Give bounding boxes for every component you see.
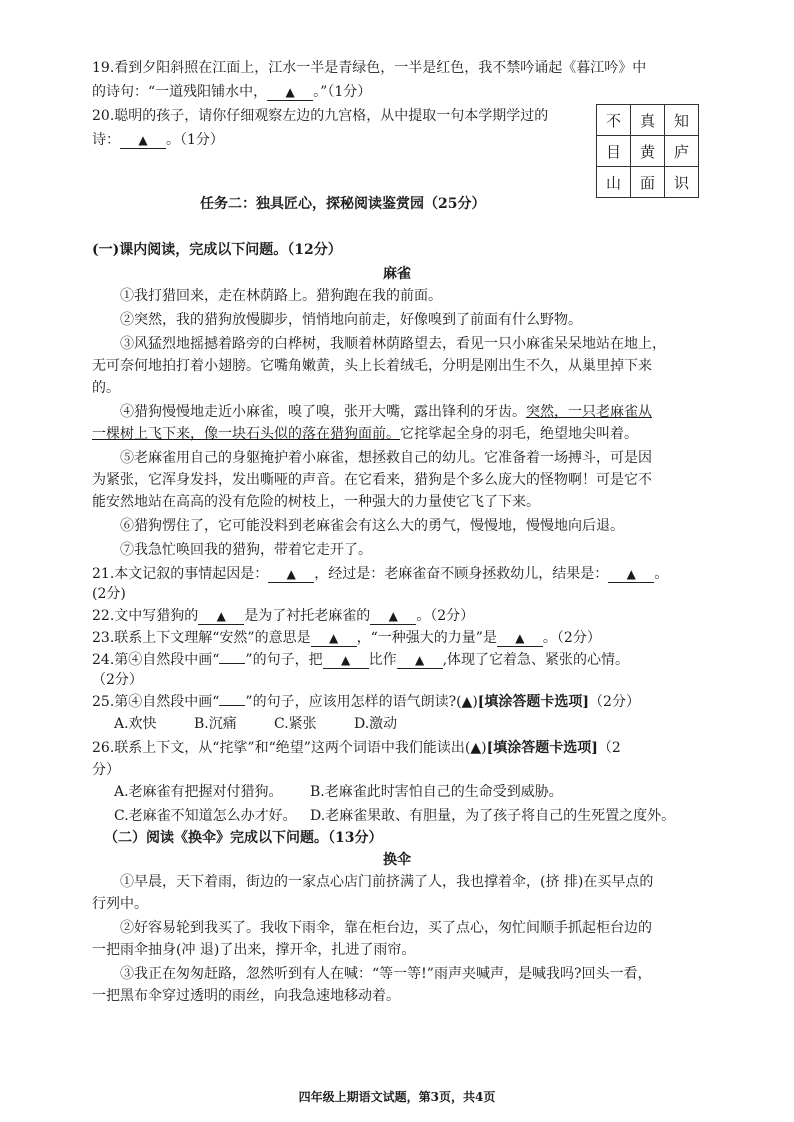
section2-heading: （二）阅读《换伞》完成以下问题。（13分） (104, 830, 383, 846)
grid-cell: 真 (631, 105, 665, 136)
grid-cell: 庐 (665, 136, 699, 167)
q21: 21.本文记叙的事情起因是： ▲ ，经过是：老麻雀奋不顾身拯救幼儿，结果是： ▲ 。 (92, 566, 669, 582)
option-b[interactable]: B.沉痛 (194, 716, 237, 732)
q21-score: (2分) (92, 586, 126, 602)
answer-blank[interactable]: ▲ (267, 84, 313, 101)
option-d[interactable]: D.老麻雀果敢、有胆量，为了孩子将自己的生死置之度外。 (310, 808, 676, 824)
answer-blank[interactable]: ▲ (497, 630, 543, 647)
p1-para: ⑥猎狗愣住了，它可能没料到老麻雀会有这么大的勇气，慢慢地，慢慢地向后退。 (120, 518, 624, 534)
grid-cell: 黄 (631, 136, 665, 167)
q20-line1: 20.聪明的孩子，请你仔细观察左边的九宫格，从中提取一句本学期学过的 (92, 108, 549, 124)
p2-para: 一把黑布伞穿过透明的雨丝，向我急速地移动着。 (92, 988, 400, 1004)
p2-para: ①早晨，天下着雨，街边的一家点心店门前挤满了人，我也撑着伞，(挤 排)在买早点的 (120, 874, 654, 890)
option-a[interactable]: A.欢快 (114, 716, 157, 732)
option-a[interactable]: A.老麻雀有把握对付猎狗。 (114, 784, 283, 800)
q26-options (114, 782, 563, 802)
nine-grid (596, 104, 699, 198)
underline-mark-sample (219, 705, 245, 706)
q19-line1: 19.看到夕阳斜照在江面上，江水一半是青绿色，一半是红色，我不禁吟诵起《暮江吟》中 (92, 60, 647, 76)
p1-para: ④猎狗慢慢地走近小麻雀，嗅了嗅，张开大嘴，露出锋利的牙齿。突然，一只老麻雀从 (120, 404, 652, 420)
q26: 26.联系上下文，从“挓挲”和“绝望”这两个词语中我们能读出(▲)[填涂答题卡选项]（2 (92, 740, 621, 756)
answer-blank[interactable]: ▲ (268, 566, 314, 583)
q20-line2: 诗： ▲ 。（1分） (92, 132, 224, 148)
grid-cell: 知 (665, 105, 699, 136)
p1-para: 能安然地站在高高的没有危险的树枝上，一种强大的力量使它飞了下来。 (92, 494, 540, 510)
option-d[interactable]: D.激动 (354, 716, 398, 732)
p2-para: 行列中。 (92, 896, 148, 912)
passage1-title: 麻雀 (383, 266, 411, 282)
grid-cell: 面 (631, 167, 665, 198)
q25: 25.第④自然段中画“ ”的句子，应该用怎样的语气朗读?(▲)[填涂答题卡选项]（2分） (92, 694, 640, 710)
answer-blank[interactable]: ▲ (120, 132, 166, 149)
q26-options (114, 806, 675, 826)
page-footer: 四年级上期语文试题，第3页，共4页 (298, 1090, 496, 1104)
underlined-sentence: 一棵树上飞下来，像一块石头似的落在猎狗面前。 (92, 426, 400, 442)
p2-para: ③我正在匆匆赶路，忽然听到有人在喊：“等一等!”雨声夹喊声，是喊我吗?回头一看， (120, 966, 652, 982)
p2-para: ②好容易轮到我买了。我收下雨伞，靠在柜台边，买了点心，匆忙间顺手抓起柜台边的 (120, 920, 652, 936)
task2-heading: 任务二：独具匠心，探秘阅读鉴赏园（25分） (200, 196, 486, 212)
p1-para: ②突然，我的猎狗放慢脚步，悄悄地向前走，好像嗅到了前面有什么野物。 (120, 312, 582, 328)
underlined-sentence: 突然，一只老麻雀从 (526, 404, 652, 420)
p1-para: 无可奈何地拍打着小翅膀。它嘴角嫩黄，头上长着绒毛，分明是刚出生不久，从巢里掉下来 (92, 358, 652, 374)
p1-para: ⑤老麻雀用自己的身躯掩护着小麻雀，想拯救自己的幼儿。它准备着一场搏斗，可是因 (120, 450, 652, 466)
answer-blank[interactable]: ▲ (311, 630, 357, 647)
passage2-title: 换伞 (383, 852, 411, 868)
q23: 23.联系上下文理解“安然”的意思是 ▲ ，“一种强大的力量”是 ▲ 。（2分） (92, 630, 601, 646)
answer-blank[interactable]: ▲ (370, 608, 416, 625)
grid-cell: 山 (597, 167, 631, 198)
section1-heading: (一)课内阅读，完成以下问题。（12分） (92, 242, 342, 258)
answer-blank[interactable]: ▲ (608, 566, 654, 583)
q24: 24.第④自然段中画“ ”的句子，把 ▲ 比作 ▲ ,体现了它着急、紧张的心情。 (92, 652, 630, 668)
p1-para: 为紧张，它浑身发抖，发出嘶哑的声音。在它看来，猎狗是个多么庞大的怪物啊！可是它不 (92, 472, 652, 488)
q19-line2: 的诗句：“一道残阳铺水中， ▲ 。”（1分） (92, 84, 372, 100)
q26-score: 分） (92, 762, 120, 778)
p1-para: 一棵树上飞下来，像一块石头似的落在猎狗面前。它挓挲起全身的羽毛，绝望地尖叫着。 (92, 426, 638, 442)
p2-para: 一把雨伞抽身(冲 退)了出来，撑开伞，扎进了雨帘。 (92, 942, 416, 958)
q22: 22.文中写猎狗的 ▲ 是为了衬托老麻雀的 ▲ 。（2分） (92, 608, 475, 624)
answer-blank[interactable]: ▲ (323, 652, 369, 669)
q25-options (114, 714, 397, 734)
grid-cell: 目 (597, 136, 631, 167)
answer-blank[interactable]: ▲ (198, 608, 244, 625)
option-c[interactable]: C.紧张 (274, 716, 317, 732)
p1-para: ①我打猎回来，走在林荫路上。猎狗跑在我的前面。 (120, 288, 442, 304)
p1-para: 的。 (92, 380, 120, 396)
p1-para: ⑦我急忙唤回我的猎狗，带着它走开了。 (120, 542, 372, 558)
option-c[interactable]: C.老麻雀不知道怎么办才好。 (114, 808, 297, 824)
answer-blank[interactable]: ▲ (397, 652, 443, 669)
p1-para: ③风猛烈地摇撼着路旁的白桦树，我顺着林荫路望去，看见一只小麻雀呆呆地站在地上， (120, 336, 666, 352)
grid-cell: 识 (665, 167, 699, 198)
underline-mark-sample (219, 663, 245, 664)
option-b[interactable]: B.老麻雀此时害怕自己的生命受到威胁。 (310, 784, 563, 800)
q24-score: （2分） (92, 672, 143, 688)
grid-cell: 不 (597, 105, 631, 136)
